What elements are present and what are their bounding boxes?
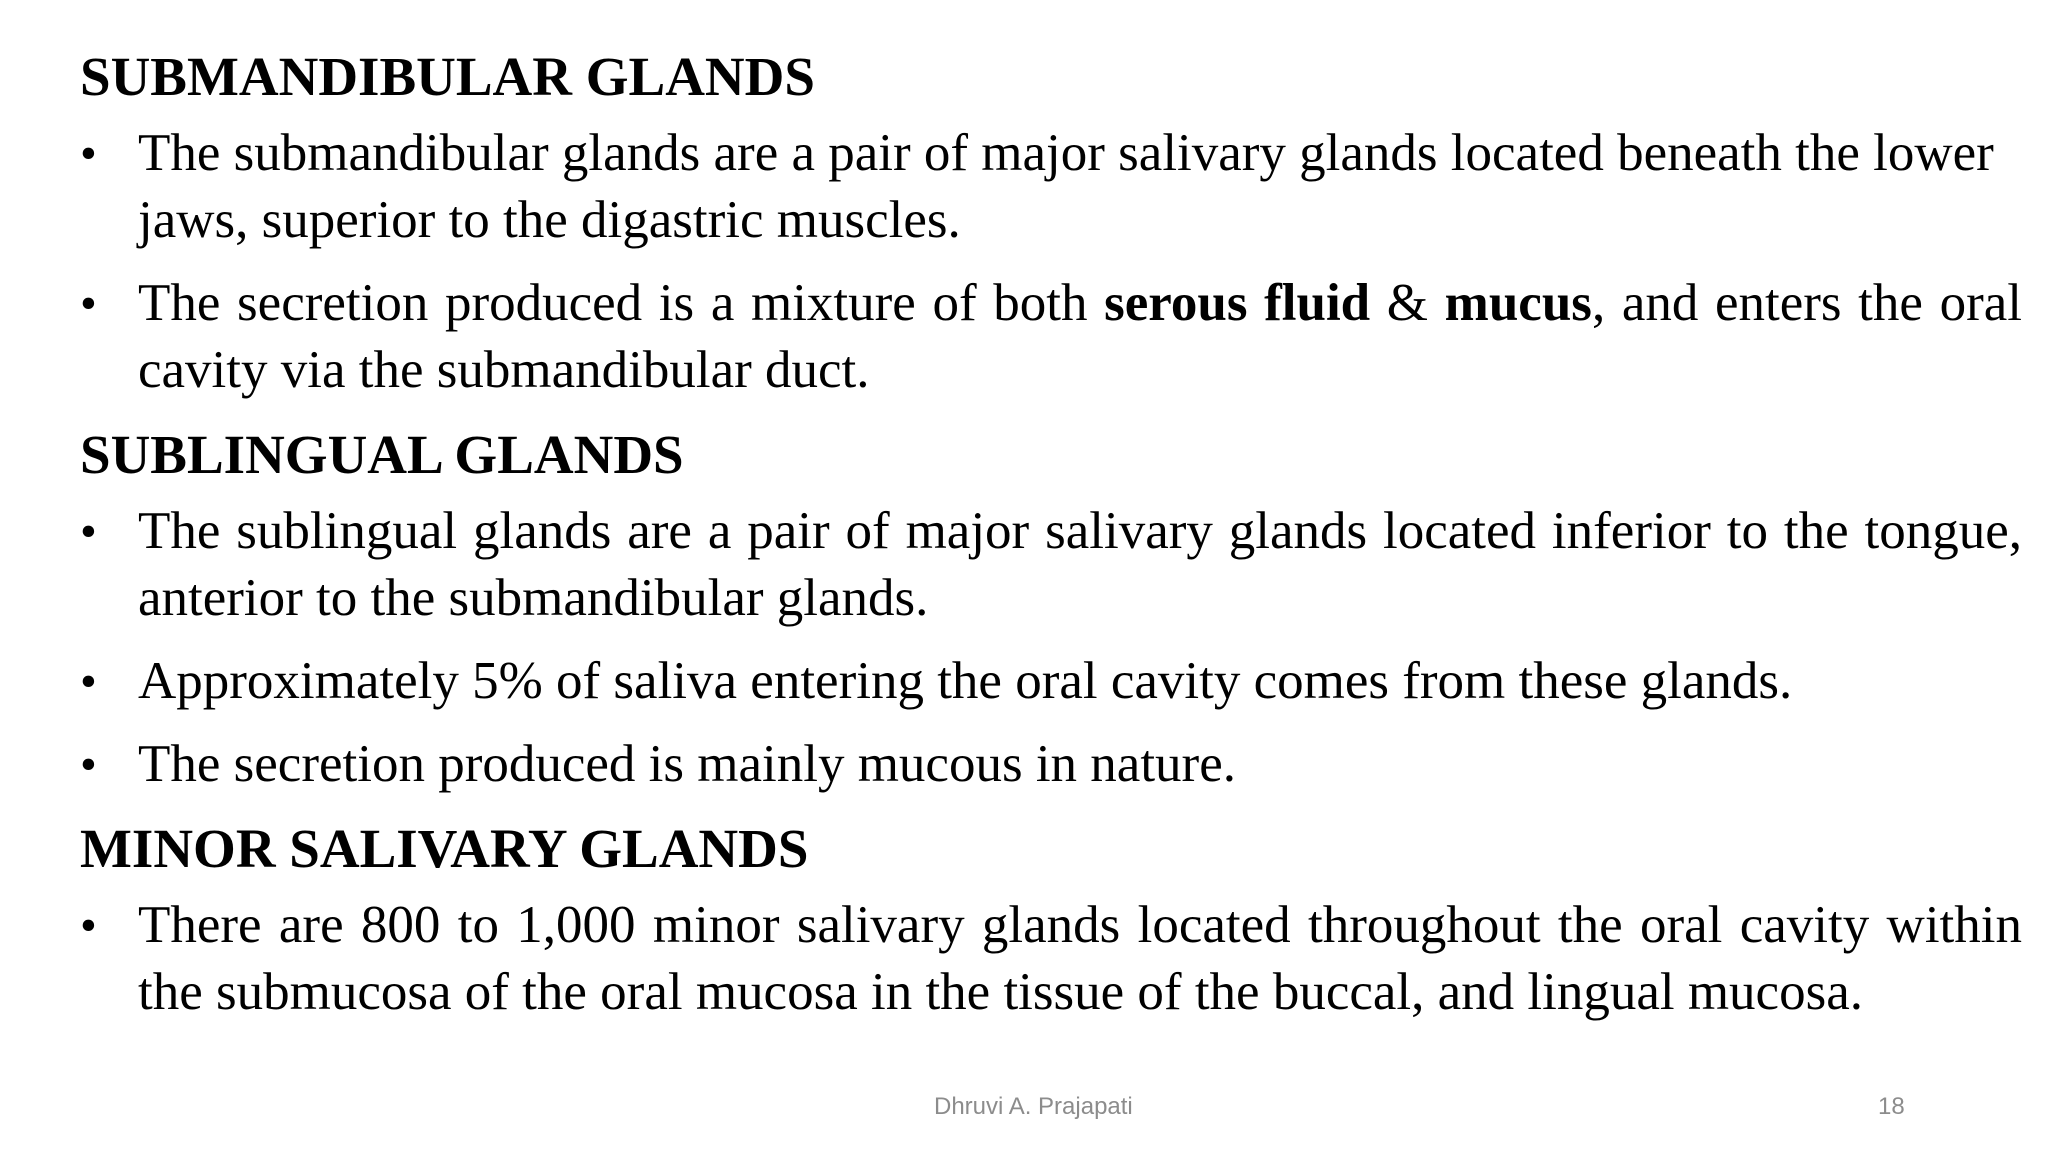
bullet-item — [80, 892, 2022, 1026]
bullet-item — [80, 270, 2022, 404]
bullet-text: The sublingual glands are a pair of major salivary glands located inferior to the tongue, anterior to the submandibular glands. — [138, 502, 2022, 627]
bullet-item — [80, 731, 2022, 798]
bullet-text-part: The secretion produced is a mixture of both — [138, 274, 1105, 332]
bullet-text — [138, 274, 2022, 399]
bold-term-serous-fluid: serous fluid — [1104, 274, 1371, 332]
bullet-text-part: & — [1370, 274, 1445, 332]
bullet-icon: • — [80, 738, 97, 791]
slide-number: 18 — [1878, 1093, 1905, 1120]
bold-term-mucus: mucus — [1444, 274, 1592, 332]
bullet-icon: • — [80, 277, 97, 330]
bullet-text: There are 800 to 1,000 minor salivary glands located throughout the oral cavity within the submucosa of the oral mucosa in the tissue of the buccal, and lingual mucosa. — [138, 896, 2022, 1021]
bullet-icon: • — [80, 505, 97, 558]
section-heading-sublingual: SUBLINGUAL GLANDS — [80, 424, 684, 485]
bullet-item — [80, 498, 2022, 632]
section-heading-minor: MINOR SALIVARY GLANDS — [80, 818, 809, 879]
bullet-text: The secretion produced is mainly mucous in nature. — [138, 735, 1236, 793]
bullet-icon: • — [80, 899, 97, 952]
bullet-text: Approximately 5% of saliva entering the oral cavity comes from these glands. — [138, 652, 1793, 710]
bullet-text: The submandibular glands are a pair of major salivary glands located beneath the lower jaws, superior to the digastric muscles. — [138, 124, 1994, 249]
section-heading-submandibular: SUBMANDIBULAR GLANDS — [80, 46, 815, 107]
bullet-icon: • — [80, 655, 97, 708]
bullet-text-part: , and enters the oral cavity via the submandibular duct. — [138, 274, 2022, 399]
bullet-item — [80, 120, 2022, 254]
slide-content — [80, 42, 2022, 1042]
bullet-icon: • — [80, 127, 97, 180]
bullet-item — [80, 648, 2022, 715]
footer-author: Dhruvi A. Prajapati — [934, 1093, 1133, 1120]
